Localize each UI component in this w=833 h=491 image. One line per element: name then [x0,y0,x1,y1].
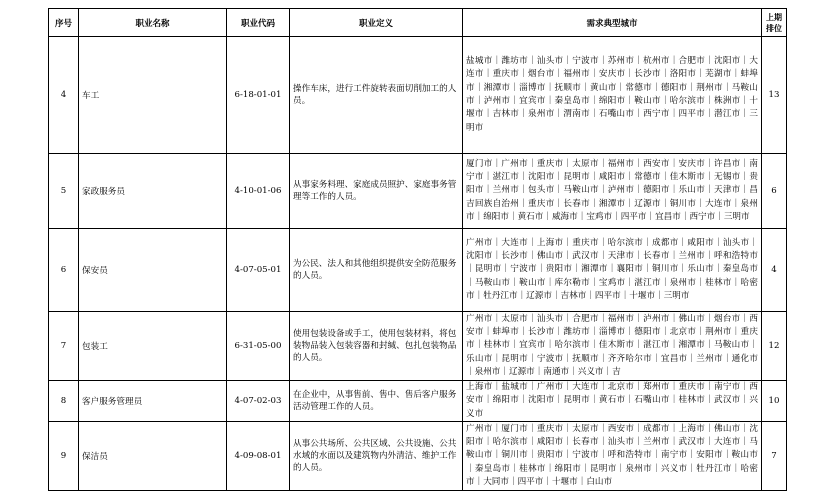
header-code: 职业代码 [227,9,290,37]
cell-name: 家政服务员 [79,154,227,229]
header-name: 职业名称 [79,9,227,37]
cell-code: 4-10-01-06 [227,154,290,229]
cell-name: 包装工 [79,312,227,381]
cell-rank: 7 [762,421,787,490]
cell-no: 6 [49,229,79,312]
cell-name: 车工 [79,37,227,154]
cell-definition: 在企业中，从事售前、售中、售后客户服务活动管理工作的人员。 [290,381,463,422]
table-row [49,312,787,381]
cell-definition: 操作车床，进行工件旋转表面切削加工的人员。 [290,37,463,154]
cell-definition: 从事家务料理、家庭成员照护、家庭事务管理等工作的人员。 [290,154,463,229]
cell-name: 保安员 [79,229,227,312]
cell-name: 保洁员 [79,421,227,490]
table-row [49,37,787,154]
table-row [49,229,787,312]
cell-code: 4-07-05-01 [227,229,290,312]
cell-no: 7 [49,312,79,381]
table-row [49,381,787,422]
table-header [49,9,787,37]
occupation-demand-table [48,8,787,491]
cell-cities: 盐城市｜潍坊市｜汕头市｜宁波市｜苏州市｜杭州市｜合肥市｜沈阳市｜大连市｜重庆市｜烟台市｜福州市｜安庆市｜长沙市｜洛阳市｜芜湖市｜蚌埠市｜湘潭市｜淄博市｜抚顺市｜黄山市｜常德市｜德阳市｜荆州市｜马鞍山市｜泸州市｜宜宾市｜秦皇岛市｜绵阳市｜鞍山市｜哈尔滨市｜株洲市｜十堰市｜吉林市｜泉州市｜渭南市｜石嘴山市｜西宁市｜四平市｜潜江市｜三明市 [463,37,762,154]
cell-cities: 广州市｜大连市｜上海市｜重庆市｜哈尔滨市｜成都市｜咸阳市｜汕头市｜沈阳市｜长沙市｜佛山市｜武汉市｜天津市｜长春市｜兰州市｜呼和浩特市｜昆明市｜宁波市｜贵阳市｜湘潭市｜襄阳市｜铜川市｜乐山市｜秦皇岛市｜马鞍山市｜鞍山市｜库尔勒市｜宝鸡市｜湛江市｜泉州市｜桂林市｜哈密市｜牡丹江市｜辽源市｜吉林市｜四平市｜十堰市｜三明市 [463,229,762,312]
cell-rank: 4 [762,229,787,312]
cell-cities: 上海市｜盐城市｜广州市｜大连市｜北京市｜郑州市｜重庆市｜南宁市｜西安市｜绵阳市｜沈阳市｜昆明市｜黄石市｜石嘴山市｜桂林市｜武汉市｜兴义市 [463,381,762,422]
cell-rank: 12 [762,312,787,381]
cell-definition: 从事公共场所、公共区域、公共设施、公共水域的水面以及建筑物内外清洁、维护工作的人员。 [290,421,463,490]
cell-no: 4 [49,37,79,154]
header-rank: 上期排位 [762,9,787,37]
cell-code: 4-09-08-01 [227,421,290,490]
cell-no: 5 [49,154,79,229]
cell-cities: 广州市｜太原市｜汕头市｜合肥市｜福州市｜泸州市｜佛山市｜烟台市｜西安市｜蚌埠市｜长沙市｜潍坊市｜淄博市｜德阳市｜北京市｜荆州市｜重庆市｜桂林市｜宜宾市｜哈尔滨市｜佳木斯市｜湛江市｜湘潭市｜马鞍山市｜乐山市｜昆明市｜宁波市｜抚顺市｜齐齐哈尔市｜宜昌市｜兰州市｜通化市｜泉州市｜辽源市｜南通市｜兴义市｜吉 [463,312,762,381]
header-row [49,9,787,37]
header-definition: 职业定义 [290,9,463,37]
table-row [49,421,787,490]
header-no: 序号 [49,9,79,37]
cell-cities: 厦门市｜广州市｜重庆市｜太原市｜福州市｜西安市｜安庆市｜许昌市｜南宁市｜湛江市｜沈阳市｜昆明市｜咸阳市｜常德市｜佳木斯市｜无锡市｜贵阳市｜兰州市｜包头市｜马鞍山市｜泸州市｜德阳市｜乐山市｜天津市｜昌吉回族自治州｜重庆市｜长春市｜湘潭市｜辽源市｜铜川市｜大连市｜泉州市｜绵阳市｜黄石市｜威海市｜宝鸡市｜四平市｜宜昌市｜西宁市｜三明市 [463,154,762,229]
cell-definition: 使用包装设备或手工，使用包装材料，将包装物品装入包装容器和封缄、包扎包装物品的人员。 [290,312,463,381]
cell-rank: 13 [762,37,787,154]
cell-definition: 为公民、法人和其他组织提供安全防范服务的人员。 [290,229,463,312]
cell-rank: 6 [762,154,787,229]
cell-no: 9 [49,421,79,490]
cell-code: 6-18-01-01 [227,37,290,154]
cell-rank: 10 [762,381,787,422]
table-row [49,154,787,229]
cell-cities: 广州市｜厦门市｜重庆市｜太原市｜西安市｜成都市｜上海市｜佛山市｜沈阳市｜哈尔滨市｜咸阳市｜长春市｜汕头市｜兰州市｜武汉市｜大连市｜马鞍山市｜铜川市｜贵阳市｜宁波市｜呼和浩特市｜南宁市｜安阳市｜鞍山市｜秦皇岛市｜桂林市｜绵阳市｜昆明市｜泉州市｜兴义市｜牡丹江市｜哈密市｜大同市｜四平市｜十堰市｜白山市 [463,421,762,490]
cell-no: 8 [49,381,79,422]
cell-code: 4-07-02-03 [227,381,290,422]
table-body [49,37,787,491]
header-cities: 需求典型城市 [463,9,762,37]
cell-name: 客户服务管理员 [79,381,227,422]
cell-code: 6-31-05-00 [227,312,290,381]
